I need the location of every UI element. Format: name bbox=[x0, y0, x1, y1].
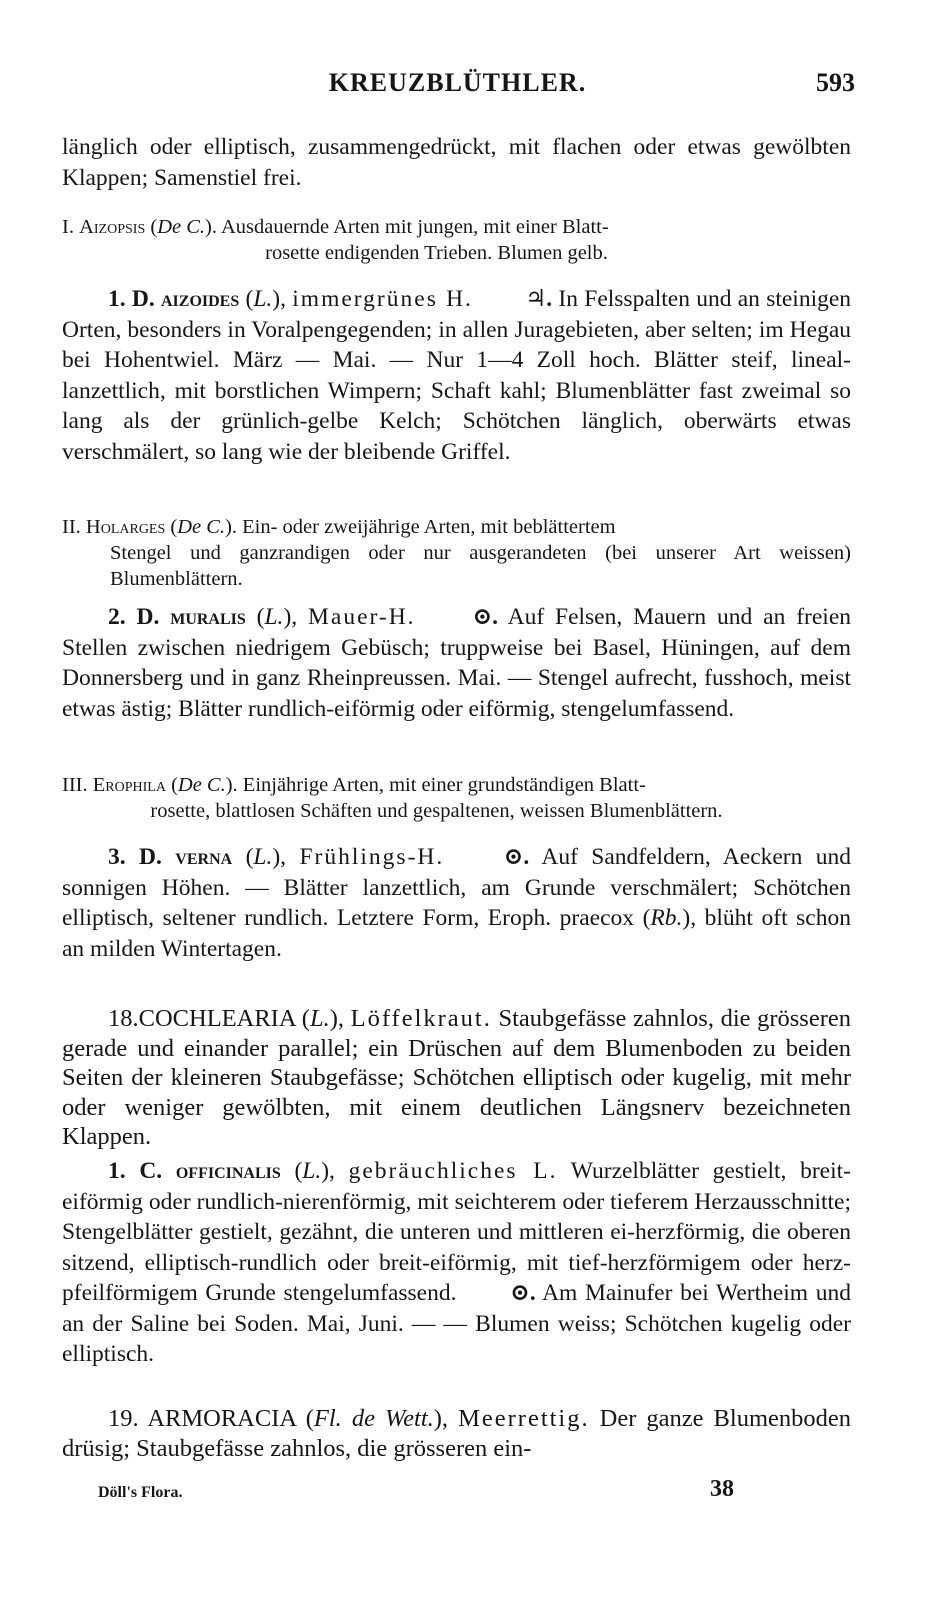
section-name: Holarges bbox=[85, 516, 166, 538]
species-description: Auf Felsen, Mauern und an freien Stellen zwischen niedrigem Gebüsch; truppweise bei Basel, Hüningen, auf dem Donnersberg und in ganz Rheinpreussen. Mai. — Stengel aufrecht, fusshoch, meist etwas ästig; Blätter rundlich-eiförmig oder eiförmig, stengelumfassend. bbox=[62, 604, 852, 722]
species-name: officinalis bbox=[175, 1158, 281, 1184]
page-footer bbox=[98, 1476, 848, 1514]
section-aizopsis: I. Aizopsis (De C.). Ausdauernde Arten mit jungen, mit einer Blatt- rosette endigenden Trieben. Blumen gelb. bbox=[62, 214, 851, 266]
species-name: aizoides bbox=[161, 286, 240, 312]
species-author: L. bbox=[302, 1158, 322, 1184]
genus-author: L. bbox=[309, 1005, 330, 1032]
genus-armoracia: 19. ARMORACIA (Fl. de Wett.), Meerrettig. Der ganze Blumenboden drüsig; Staubgefässe zahnlos, die grösseren ein- bbox=[62, 1405, 852, 1462]
genus-description: Staubgefässe zahnlos, die grösseren gerade und einander parallel; ein Drüschen auf dem Blumenboden zu beiden Seiten der kleineren Staubgefässe; Schötchen elliptisch oder kugelig, mit mehr oder weniger gewölbten, mit einem deutlichen Längsnerv bezeichneten Klappen. bbox=[62, 1005, 851, 1150]
section-author: De C. bbox=[177, 516, 226, 538]
section-number: II. bbox=[62, 516, 81, 538]
synonym-author: Rb. bbox=[650, 905, 683, 931]
common-name: gebräuchliches L. bbox=[348, 1158, 558, 1184]
common-name: Meerrettig. bbox=[458, 1405, 590, 1432]
common-name: Frühlings-H. bbox=[299, 844, 445, 870]
species-description-cont: Am Mainufer bei Wertheim und an der Saline bei Soden. Mai, Juni. — — Blumen weiss; Schötchen kugelig oder elliptisch. bbox=[62, 1280, 851, 1367]
species-author: L. bbox=[253, 844, 273, 870]
signature-mark: 38 bbox=[710, 1476, 734, 1502]
species-muralis: 2. D. muralis (L.), Mauer-H. ⊙. Auf Felsen, Mauern und an freien Stellen zwischen niedrigem Gebüsch; truppweise bei Basel, Hüningen, auf dem Donnersberg und in ganz Rheinpreussen. Mai. — Stengel aufrecht, fusshoch, meist etwas ästig; Blätter rundlich-eiförmig oder eiförmig, stengelumfassend. bbox=[62, 604, 852, 722]
section-name: Aizopsis bbox=[79, 216, 146, 238]
annual-symbol: ⊙. bbox=[503, 844, 530, 870]
section-description: Ausdauernde Arten mit jungen, mit einer Blatt- bbox=[220, 216, 609, 238]
page-header bbox=[60, 68, 855, 104]
section-name: Erophila bbox=[92, 774, 166, 796]
section-author: De C. bbox=[157, 216, 206, 238]
species-number: 1. C. bbox=[108, 1158, 163, 1184]
footer-title: Döll's Flora. bbox=[98, 1484, 183, 1501]
species-description: Wurzelblätter gestielt, breit-eiförmig oder rundlich-nierenförmig, mit seichterem oder tieferem Herzausschnitte; Stengelblätter gestielt, gezähnt, die unteren und mittleren ei-herzförmig, die oberen sitzend, elliptisch-rundlich oder breit-eiförmig, mit tief-herzförmigem oder herz-pfeilförmigem Grunde stengelumfassend. bbox=[62, 1158, 851, 1306]
genus-number: 19. bbox=[108, 1405, 139, 1432]
annual-symbol: ⊙. bbox=[472, 604, 499, 630]
section-description: Ein- oder zweijährige Arten, mit beblättertem bbox=[242, 516, 616, 538]
genus-cochlearia: 18.COCHLEARIA (L.), Löffelkraut. Staubgefässe zahnlos, die grösseren gerade und einander parallel; ein Drüschen auf dem Blumenboden zu beiden Seiten der kleineren Staubgefässe; Schötchen elliptisch oder kugelig, mit mehr oder weniger gewölbten, mit einem deutlichen Längsnerv bezeichneten Klappen. bbox=[62, 1005, 851, 1150]
section-description-cont: rosette endigenden Trieben. Blumen gelb. bbox=[265, 242, 608, 264]
species-number: 2. D. bbox=[108, 604, 160, 630]
species-description: In Felsspalten und an steinigen Orten, besonders in Voralpengegenden; in allen Juragebieten, aber selten; im Hegau bei Hohentwiel. März — Mai. — Nur 1—4 Zoll hoch. Blätter steif, lineal-lanzettlich, mit borstlichen Wimpern; Schaft kahl; Blumenblätter fast zweimal so lang als der grünlich-gelbe Kelch; Schötchen länglich, oberwärts etwas verschmälert, so lang wie der bleibende Griffel. bbox=[62, 286, 852, 465]
species-verna: 3. D. verna (L.), Frühlings-H. ⊙. Auf Sandfeldern, Aeckern und sonnigen Höhen. — Blätter lanzettlich, am Grunde verschmälert; Schötchen elliptisch, seltener rundlich. Letztere Form, Eroph. praecox (Rb.), blüht oft schon an milden Wintertagen. bbox=[62, 844, 852, 962]
species-number: 1. D. bbox=[108, 286, 155, 312]
species-description-cont: ), blüht oft schon an milden Wintertagen. bbox=[62, 905, 851, 962]
continuation-text: länglich oder elliptisch, zusammengedrückt, mit flachen oder etwas gewölbten Klappen; Samenstiel frei. bbox=[62, 134, 851, 191]
genus-description: Der ganze Blumenboden drüsig; Staubgefässe zahnlos, die grösseren ein- bbox=[62, 1405, 852, 1462]
perennial-symbol: ♃. bbox=[525, 286, 553, 312]
page-number: 593 bbox=[816, 68, 855, 97]
section-description: Einjährige Arten, mit einer grundständigen Blatt- bbox=[242, 774, 646, 796]
common-name: immergrünes H. bbox=[292, 286, 473, 312]
annual-symbol: ⊙. bbox=[510, 1280, 536, 1306]
running-title: KREUZBLÜTHLER. bbox=[328, 68, 587, 97]
species-author: L. bbox=[253, 286, 273, 312]
section-erophila: III. Erophila (De C.). Einjährige Arten, mit einer grundständigen Blatt- rosette, blattlosen Schäften und gespaltenen, weissen Blumenblättern. bbox=[62, 772, 851, 824]
genus-author: Fl. de Wett. bbox=[313, 1405, 434, 1432]
section-number: III. bbox=[62, 774, 88, 796]
genus-name: ARMORACIA bbox=[147, 1405, 296, 1432]
genus-number: 18. bbox=[108, 1005, 139, 1032]
continuation-paragraph bbox=[62, 132, 851, 193]
species-name: muralis bbox=[170, 604, 246, 630]
species-number: 3. D. bbox=[108, 844, 162, 870]
common-name: Löffelkraut. bbox=[350, 1005, 492, 1032]
species-officinalis: 1. C. officinalis (L.), gebräuchliches L. Wurzelblätter gestielt, breit-eiförmig oder rundlich-nierenförmig, mit seichterem oder tieferem Herzausschnitte; Stengelblätter gestielt, gezähnt, die unteren und mittleren ei-herzförmig, die oberen sitzend, elliptisch-rundlich oder breit-eiförmig, mit tief-herzförmigem oder herz-pfeilförmigem Grunde stengelumfassend. ⊙. Am Mainufer bei Wertheim und an der Saline bei Soden. Mai, Juni. — — Blumen weiss; Schötchen kugelig oder elliptisch. bbox=[62, 1158, 851, 1367]
genus-name: COCHLEARIA bbox=[138, 1005, 296, 1032]
species-name: verna bbox=[175, 844, 233, 870]
section-author: De C. bbox=[177, 774, 226, 796]
common-name: Mauer-H. bbox=[308, 604, 416, 630]
section-holarges: II. Holarges (De C.). Ein- oder zweijährige Arten, mit beblättertem Stengel und ganzrandigen oder nur ausgerandeten (bei unserer Art weissen) Blumenblättern. bbox=[62, 516, 851, 590]
section-description-cont: Stengel und ganzrandigen oder nur ausgerandeten (bei unserer Art weissen) Blumenblättern. bbox=[110, 542, 851, 590]
species-author: L. bbox=[264, 604, 284, 630]
species-aizoides: 1. D. aizoides (L.), immergrünes H. ♃. In Felsspalten und an steinigen Orten, besonders in Voralpengegenden; in allen Juragebieten, aber selten; im Hegau bei Hohentwiel. März — Mai. — Nur 1—4 Zoll hoch. Blätter steif, lineal-lanzettlich, mit borstlichen Wimpern; Schaft kahl; Blumenblätter fast zweimal so lang als der grünlich-gelbe Kelch; Schötchen länglich, oberwärts etwas verschmälert, so lang wie der bleibende Griffel. bbox=[62, 286, 852, 465]
species-description: Auf Sandfeldern, Aeckern und sonnigen Höhen. — Blätter lanzettlich, am Grunde verschmälert; Schötchen elliptisch, seltener rundlich. Letztere Form, Eroph. praecox ( bbox=[62, 844, 852, 931]
section-description-cont: rosette, blattlosen Schäften und gespaltenen, weissen Blumenblättern. bbox=[150, 800, 723, 822]
section-number: I. bbox=[62, 216, 74, 238]
